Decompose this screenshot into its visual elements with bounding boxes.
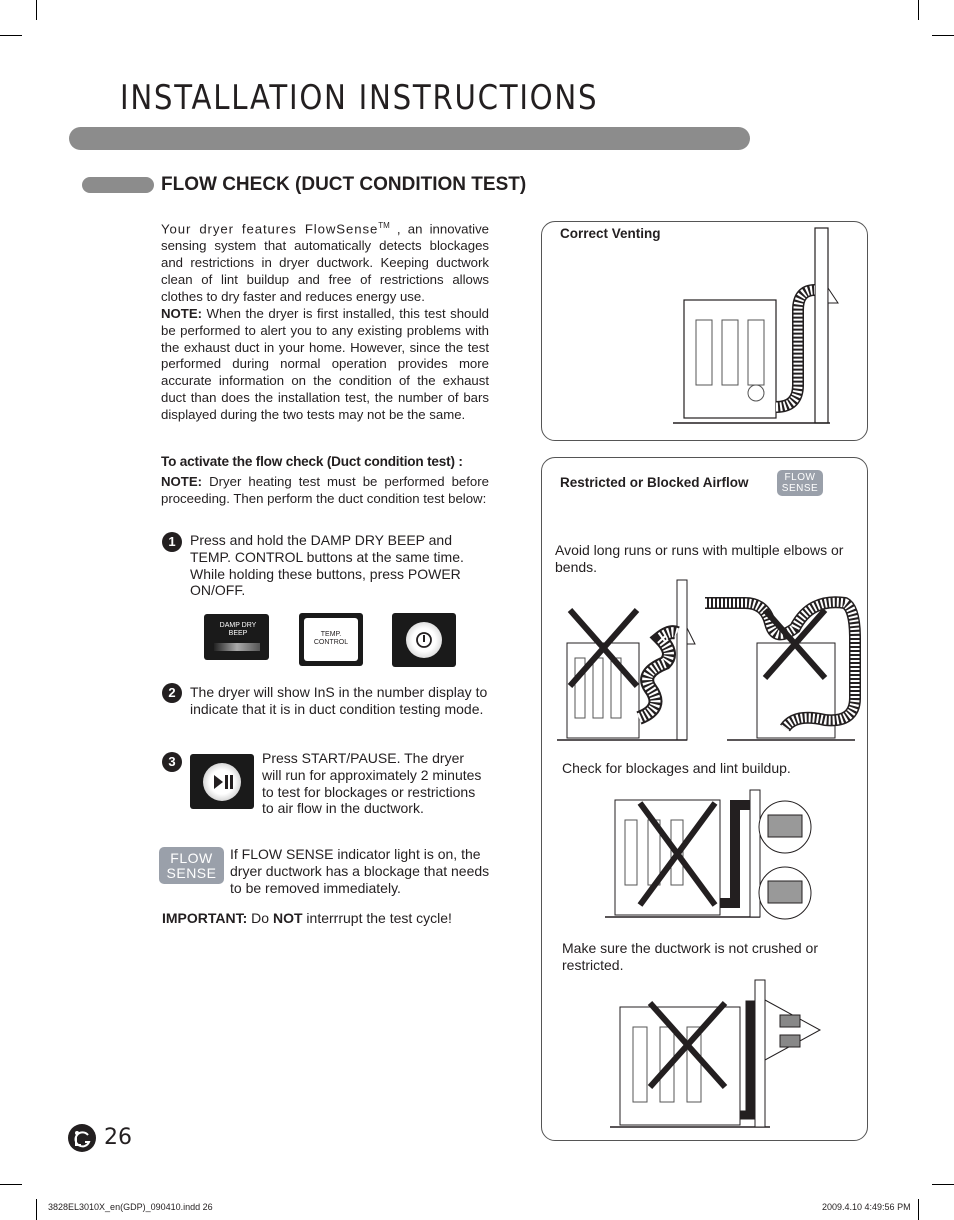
step-3-text: Press START/PAUSE. The dryer will run for approximately 2 minutes to test for blockages or restrictions to air flow in the ductwork.: [262, 750, 482, 817]
restricted-airflow-label: Restricted or Blocked Airflow: [560, 475, 749, 490]
note-paragraph: [161, 306, 489, 424]
crop-mark: [0, 1184, 22, 1185]
note2-paragraph: [161, 474, 489, 508]
control-label: CONTROL: [313, 639, 349, 646]
step-2-text: The dryer will show InS in the number display to indicate that it is in duct condition testing mode.: [190, 684, 488, 717]
important-not: NOT: [272, 910, 303, 926]
button-face: [214, 643, 260, 651]
long-runs-illustration: [555, 578, 865, 746]
page-number: 26: [104, 1125, 132, 1150]
flow-sense-small-badge: [777, 470, 823, 496]
step-2-number: 2: [162, 683, 182, 703]
trademark: TM: [378, 221, 390, 230]
page-title: INSTALLATION INSTRUCTIONS: [120, 78, 599, 118]
start-pause-button-image: [190, 754, 254, 809]
intro-lead: Your dryer features FlowSense: [161, 221, 379, 237]
tip-long-runs: Avoid long runs or runs with multiple elbows or bends.: [555, 542, 844, 575]
note2-label: NOTE:: [161, 474, 203, 489]
important-pre: Do: [247, 910, 273, 926]
blockages-illustration: [600, 785, 820, 925]
note-label: NOTE:: [161, 306, 203, 321]
tip-blockages: Check for blockages and lint buildup.: [562, 760, 791, 776]
flow-label: FLOW: [170, 850, 213, 866]
temp-control-button-image: [299, 613, 363, 666]
note2-text: Dryer heating test must be performed before proceeding. Then perform the duct condition test below:: [161, 474, 489, 506]
crop-mark: [932, 1184, 954, 1185]
crop-mark: [918, 1199, 919, 1220]
important-label: IMPORTANT:: [162, 910, 248, 926]
sense-label: SENSE: [166, 865, 217, 881]
flow-small-label: FLOW: [784, 472, 816, 483]
crushed-duct-illustration: [605, 975, 825, 1135]
intro-rest: , an innovative sensing system that automatically detects blockages and restrictions in dryer ductwork. Keeping ductwork clean of lint buildup and free of restrictions allows clothes to dry faster and reduces energy use.: [161, 221, 489, 304]
important-post: interrrupt the test cycle!: [302, 910, 452, 926]
footer-file: 3828EL3010X_en(GDP)_090410.indd 26: [48, 1202, 213, 1212]
tip-crushed: Make sure the ductwork is not crushed or restricted.: [562, 940, 819, 973]
correct-venting-label: Correct Venting: [560, 226, 661, 241]
activate-heading: To activate the flow check (Duct condition test) :: [161, 454, 463, 469]
damp-dry-beep-button-image: [204, 614, 269, 660]
crop-mark: [0, 35, 22, 36]
play-pause-icon: [212, 772, 234, 792]
temp-label: TEMP.: [320, 631, 342, 638]
intro-paragraph: [161, 218, 489, 305]
header-bar: [69, 127, 750, 150]
lg-logo-icon: [66, 1123, 100, 1153]
flow-sense-badge: [159, 847, 224, 884]
damp-dry-label: DAMP DRY: [219, 622, 257, 629]
power-button-image: [392, 613, 456, 667]
important-note: [162, 910, 452, 927]
note-text: When the dryer is first installed, this test should be performed to alert you to any existing problems with the exhaust duct in your home. However, since the test performed during normal operation provides more accurate information on the condition of the exhaust duct than does the installation test, the number of bars displayed during the two tests may not be the same.: [161, 306, 489, 422]
section-pill: [82, 177, 154, 193]
power-icon: [414, 630, 434, 650]
correct-venting-illustration: [670, 225, 840, 430]
step-3-number: 3: [162, 752, 182, 772]
sense-small-label: SENSE: [781, 483, 819, 494]
crop-mark: [932, 35, 954, 36]
crop-mark: [36, 0, 37, 20]
crop-mark: [36, 1199, 37, 1220]
beep-label: BEEP: [228, 630, 248, 637]
flow-sense-text: If FLOW SENSE indicator light is on, the dryer ductwork has a blockage that needs to be removed immediately.: [230, 846, 490, 896]
step-1-number: 1: [162, 532, 182, 552]
footer-timestamp: 2009.4.10 4:49:56 PM: [822, 1202, 911, 1212]
section-title: FLOW CHECK (DUCT CONDITION TEST): [161, 174, 527, 195]
crop-mark: [918, 0, 919, 20]
step-1-text: Press and hold the DAMP DRY BEEP and TEMP. CONTROL buttons at the same time. While holding these buttons, press POWER ON/OFF.: [190, 532, 464, 599]
